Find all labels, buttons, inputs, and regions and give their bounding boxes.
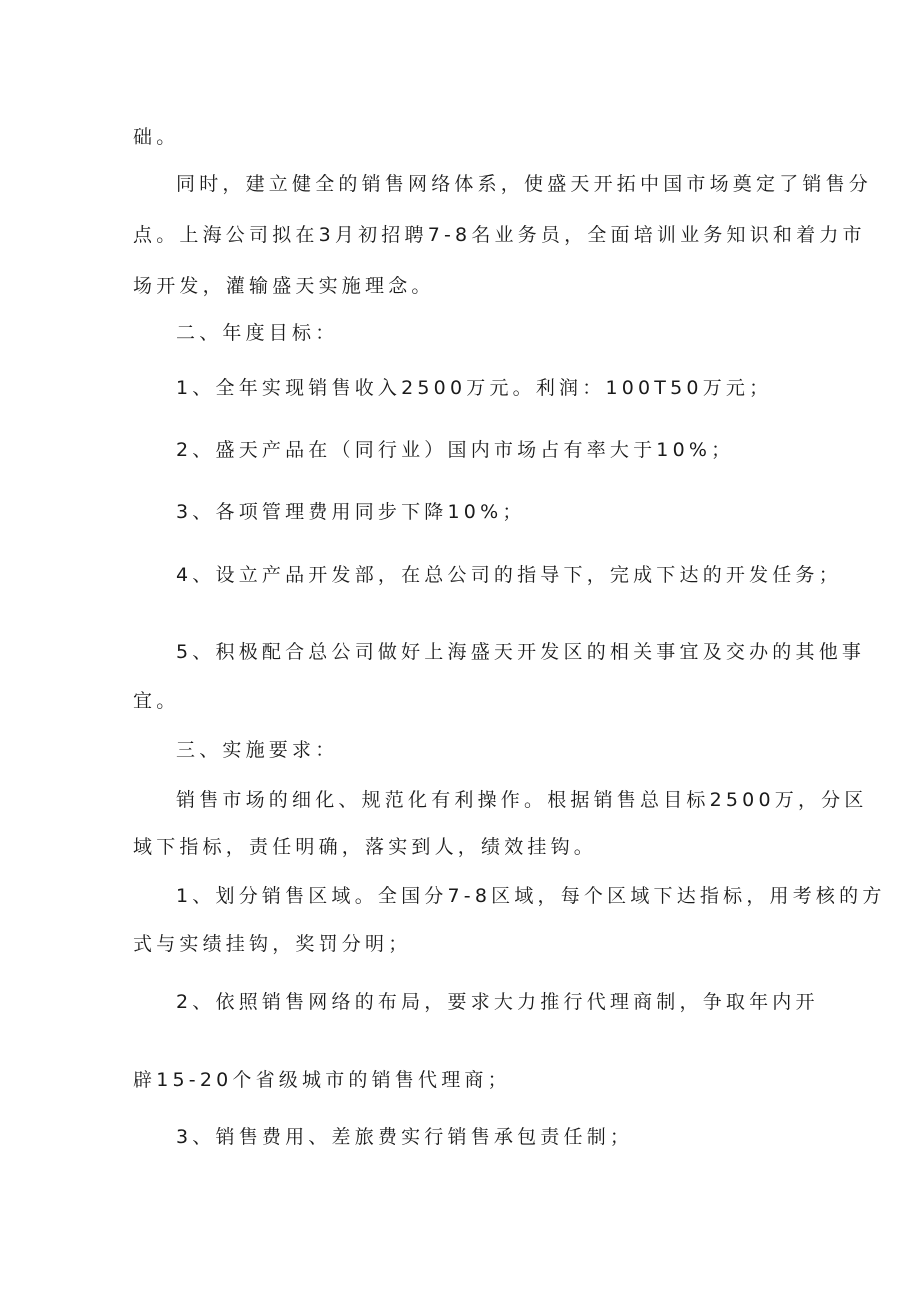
goal-item-5: 5、积极配合总公司做好上海盛天开发区的相关事宜及交办的其他事 xyxy=(176,641,866,663)
requirement-item-2: 2、依照销售网络的布局，要求大力推行代理商制，争取年内开 xyxy=(176,991,819,1013)
text-line-recruitment: 点。上海公司拟在3月初招聘7-8名业务员，全面培训业务知识和着力市 xyxy=(133,224,866,246)
goal-item-3: 3、各项管理费用同步下降10%； xyxy=(176,501,526,523)
section-heading-annual-goals: 二、年度目标： xyxy=(176,322,339,344)
text-line-market-refinement: 销售市场的细化、规范化有利操作。根据销售总目标2500万，分区 xyxy=(176,789,868,811)
text-line-market-dev: 场开发，灌输盛天实施理念。 xyxy=(133,275,435,297)
goal-item-5-continuation: 宜。 xyxy=(133,690,180,712)
requirement-item-1: 1、划分销售区域。全国分7-8区域，每个区域下达指标，用考核的方 xyxy=(176,885,886,907)
goal-item-4: 4、设立产品开发部，在总公司的指导下，完成下达的开发任务； xyxy=(176,564,842,586)
requirement-item-2-continuation: 辟15-20个省级城市的销售代理商； xyxy=(133,1069,511,1091)
text-line-sales-network: 同时，建立健全的销售网络体系，使盛天开拓中国市场奠定了销售分 xyxy=(176,173,873,195)
goal-item-1: 1、全年实现销售收入2500万元。利润：100T50万元； xyxy=(176,377,773,399)
section-heading-implementation: 三、实施要求： xyxy=(176,739,339,761)
requirement-item-3: 3、销售费用、差旅费实行销售承包责任制； xyxy=(176,1126,634,1148)
requirement-item-1-continuation: 式与实绩挂钩，奖罚分明； xyxy=(133,933,412,955)
goal-item-2: 2、盛天产品在（同行业）国内市场占有率大于10%； xyxy=(176,439,735,461)
text-line-region-targets: 域下指标，责任明确，落实到人，绩效挂钩。 xyxy=(133,836,598,858)
text-line-continuation: 础。 xyxy=(133,126,180,148)
